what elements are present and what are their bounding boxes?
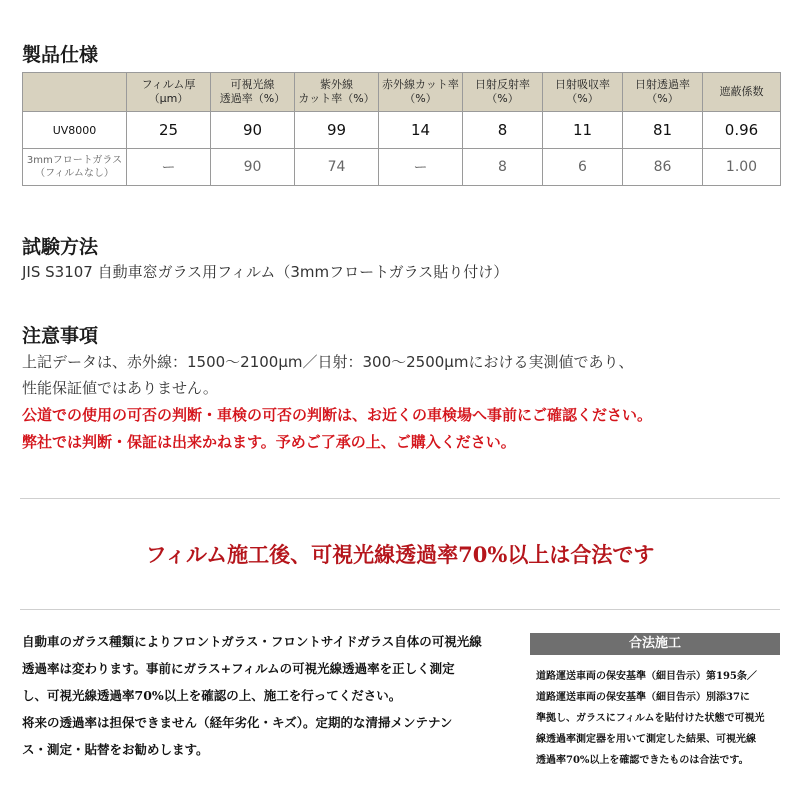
table-cell: 1.00 [703, 149, 781, 186]
legal-box-line: 透過率70%以上を確認できたものは合法です。 [536, 755, 749, 766]
legal-paragraph-line: し、可視光線透過率70%以上を確認の上、施工を行ってください。 [22, 688, 402, 703]
table-cell: 99 [295, 112, 379, 149]
notes-title: 注意事項 [22, 325, 99, 347]
header-cell: 日射透過率 （%） [623, 73, 703, 112]
header-cell: 遮蔽係数 [703, 73, 781, 112]
table-cell: 25 [127, 112, 211, 149]
legal-paragraph-line: ス・測定・貼替をお勧めします。 [22, 742, 209, 757]
legal-paragraph-line: 自動車のガラス種類によりフロントガラス・フロントサイドガラス自体の可視光線 [22, 634, 482, 649]
header-cell: 可視光線 透過率（%） [211, 73, 295, 112]
divider [20, 609, 780, 610]
table-cell: 74 [295, 149, 379, 186]
table-cell: 14 [379, 112, 463, 149]
table-cell: ー [379, 149, 463, 186]
legal-box-line: 準拠し、ガラスにフィルムを貼付けた状態で可視光 [536, 713, 765, 724]
table-cell: 90 [211, 112, 295, 149]
spec-table [22, 72, 781, 186]
header-cell: 赤外線カット率 （%） [379, 73, 463, 112]
table-row [23, 112, 781, 149]
header-cell-empty [23, 73, 127, 112]
note-line: 上記データは、赤外線：1500〜2100μm／日射：300〜2500μmにおける実測値であり、 [22, 353, 634, 371]
legal-box-header: 合法施工 [530, 633, 780, 655]
row-label: 3mmフロートガラス （フィルムなし） [23, 149, 127, 186]
table-cell: 90 [211, 149, 295, 186]
spec-header-row [23, 73, 781, 112]
row-label: UV8000 [23, 112, 127, 149]
divider [20, 498, 780, 499]
legal-paragraph-line: 透過率は変わります。事前にガラス+フィルムの可視光線透過率を正しく測定 [22, 661, 455, 676]
table-cell: 8 [463, 112, 543, 149]
table-cell: 81 [623, 112, 703, 149]
table-cell: 6 [543, 149, 623, 186]
table-cell: 11 [543, 112, 623, 149]
note-line: 性能保証値ではありません。 [22, 379, 218, 397]
table-cell: 86 [623, 149, 703, 186]
header-cell: 紫外線 カット率（%） [295, 73, 379, 112]
header-cell: 日射吸収率 （%） [543, 73, 623, 112]
legal-box-line: 線透過率測定器を用いて測定した結果、可視光線 [536, 734, 756, 745]
legal-box-line: 道路運送車両の保安基準（細目告示）別添37に [536, 692, 750, 703]
table-cell: 8 [463, 149, 543, 186]
legal-box-line: 道路運送車両の保安基準（細目告示）第195条／ [536, 671, 757, 682]
legal-banner: フィルム施工後、可視光線透過率70%以上は合法です [145, 542, 655, 567]
table-cell: ー [127, 149, 211, 186]
legal-paragraph-line: 将来の透過率は担保できません（経年劣化・キズ）。定期的な清掃メンテナン [22, 715, 453, 730]
header-cell: フィルム厚 （μm） [127, 73, 211, 112]
header-cell: 日射反射率 （%） [463, 73, 543, 112]
spec-title: 製品仕様 [22, 44, 99, 66]
warning-line: 弊社では判断・保証は出来かねます。予めご了承の上、ご購入ください。 [22, 433, 516, 451]
table-cell: 0.96 [703, 112, 781, 149]
table-row [23, 149, 781, 186]
warning-line: 公道での使用の可否の判断・車検の可否の判断は、お近くの車検場へ事前にご確認ください。 [22, 406, 653, 424]
test-method-title: 試験方法 [22, 236, 99, 258]
test-method-body: JIS S3107 自動車窓ガラス用フィルム（3mmフロートガラス貼り付け） [22, 263, 509, 281]
